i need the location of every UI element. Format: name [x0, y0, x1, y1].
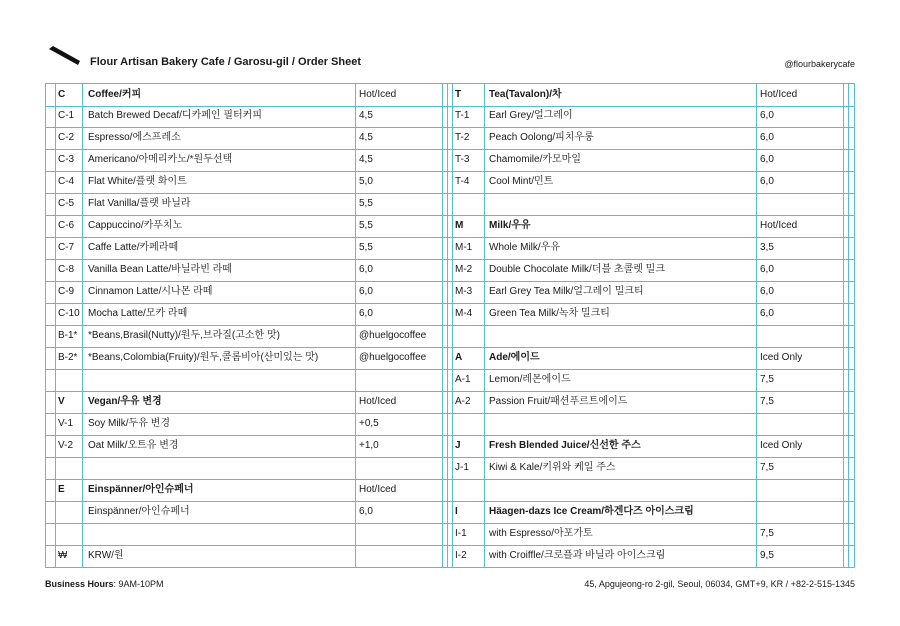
menu-price: 7,5	[760, 396, 774, 407]
menu-price: 4,5	[359, 132, 373, 143]
menu-code: V-1	[58, 418, 74, 429]
table-row	[45, 105, 855, 128]
menu-name: Green Tea Milk/녹차 밀크티	[489, 308, 610, 319]
menu-price: 6,0	[760, 132, 774, 143]
menu-code: T-4	[455, 176, 470, 187]
table-row	[45, 325, 855, 348]
menu-code: T-1	[455, 110, 470, 121]
menu-code: C	[58, 89, 66, 100]
menu-code: C-1	[58, 110, 75, 121]
menu-code: J-1	[455, 462, 469, 473]
menu-price: 6,0	[760, 176, 774, 187]
menu-price: 5,5	[359, 198, 373, 209]
business-hours-value: : 9AM-10PM	[113, 579, 164, 589]
menu-code: M-2	[455, 264, 473, 275]
menu-price: 5,5	[359, 220, 373, 231]
brand-logo	[47, 46, 81, 66]
menu-price: Hot/Iced	[359, 396, 397, 407]
table-row	[45, 457, 855, 480]
menu-name: Tea(Tavalon)/차	[489, 89, 562, 100]
menu-code: C-4	[58, 176, 75, 187]
menu-price: 9,5	[760, 550, 774, 561]
menu-code: T-3	[455, 154, 470, 165]
menu-price: @huelgocoffee	[359, 352, 427, 363]
menu-price: 6,0	[359, 506, 373, 517]
menu-price: Iced Only	[760, 352, 803, 363]
menu-name: Einspänner/아인슈페너	[88, 506, 190, 517]
menu-price: 4,5	[359, 154, 373, 165]
menu-name: Batch Brewed Decaf/디카페인 필터커피	[88, 110, 262, 121]
menu-price: Hot/Iced	[760, 89, 798, 100]
table-row	[45, 237, 855, 260]
menu-code: J	[455, 440, 461, 451]
table-row	[45, 347, 855, 370]
menu-name: Espresso/에스프레소	[88, 132, 181, 143]
menu-price: +0,5	[359, 418, 379, 429]
menu-name: Passion Fruit/패션푸르트에이드	[489, 396, 628, 407]
table-row	[45, 501, 855, 524]
menu-price: 6,0	[359, 286, 373, 297]
business-hours	[45, 579, 164, 589]
menu-code: C-9	[58, 286, 75, 297]
menu-name: Lemon/레몬에이드	[489, 374, 571, 385]
menu-price: 4,5	[359, 110, 373, 121]
menu-code: ₩	[58, 550, 68, 561]
menu-name: *Beans,Brasil(Nutty)/원두,브라질(고소한 맛)	[88, 330, 280, 341]
menu-price: 6,0	[760, 308, 774, 319]
menu-name: Earl Grey/얼그레이	[489, 110, 573, 121]
menu-price: @huelgocoffee	[359, 330, 427, 341]
menu-code: M-4	[455, 308, 473, 319]
order-sheet-grid	[45, 83, 855, 568]
menu-price: Iced Only	[760, 440, 803, 451]
menu-code: C-8	[58, 264, 75, 275]
menu-price: 5,5	[359, 242, 373, 253]
menu-code: M	[455, 220, 464, 231]
menu-name: Whole Milk/우유	[489, 242, 560, 253]
page-title: Flour Artisan Bakery Cafe / Garosu-gil / Order Sheet	[90, 56, 361, 68]
business-hours-label: Business Hours	[45, 579, 114, 589]
menu-name: KRW/원	[88, 550, 124, 561]
table-row	[45, 435, 855, 458]
menu-name: Milk/우유	[489, 220, 531, 231]
menu-code: C-2	[58, 132, 75, 143]
table-row	[45, 259, 855, 282]
menu-name: Mocha Latte/모카 라떼	[88, 308, 188, 319]
menu-price: Hot/Iced	[359, 484, 397, 495]
instagram-handle: @flourbakerycafe	[784, 59, 855, 69]
menu-price: 3,5	[760, 242, 774, 253]
menu-name: Americano/아메리카노/*원두선택	[88, 154, 233, 165]
table-row	[45, 127, 855, 150]
menu-price: 7,5	[760, 374, 774, 385]
menu-name: Flat Vanilla/플랫 바닐라	[88, 198, 191, 209]
menu-code: M-1	[455, 242, 473, 253]
table-row	[45, 303, 855, 326]
menu-price: 6,0	[760, 154, 774, 165]
menu-name: Coffee/커피	[88, 89, 142, 100]
menu-name: Double Chocolate Milk/더블 초콜렛 밀크	[489, 264, 666, 275]
table-row	[45, 413, 855, 436]
menu-name: Oat Milk/오트유 변경	[88, 440, 179, 451]
menu-name: Cinnamon Latte/시나몬 라떼	[88, 286, 213, 297]
menu-name: Soy Milk/두유 변경	[88, 418, 170, 429]
menu-name: Caffe Latte/카페라떼	[88, 242, 179, 253]
table-row	[45, 369, 855, 392]
menu-name: Chamomile/카모마일	[489, 154, 581, 165]
menu-code: A-2	[455, 396, 471, 407]
menu-name: Häagen-dazs Ice Cream/하겐다즈 아이스크림	[489, 506, 694, 517]
menu-price: +1,0	[359, 440, 379, 451]
menu-price: 7,5	[760, 462, 774, 473]
menu-price: 6,0	[760, 264, 774, 275]
menu-price: 5,0	[359, 176, 373, 187]
menu-price: Hot/Iced	[359, 89, 397, 100]
menu-code: V-2	[58, 440, 74, 451]
menu-code: C-7	[58, 242, 75, 253]
menu-code: C-3	[58, 154, 75, 165]
menu-price: 6,0	[760, 286, 774, 297]
menu-name: Kiwi & Kale/키위와 케일 주스	[489, 462, 616, 473]
table-row	[45, 523, 855, 546]
menu-name: *Beans,Colombia(Fruity)/원두,콜롬비아(산미있는 맛)	[88, 352, 319, 363]
menu-code: M-3	[455, 286, 473, 297]
table-row	[45, 171, 855, 194]
table-row	[45, 391, 855, 414]
cafe-address: 45, Apgujeong-ro 2-gil, Seoul, 06034, GMT+9, KR / +82-2-515-1345	[584, 579, 855, 589]
menu-name: Vegan/우유 변경	[88, 396, 162, 407]
menu-name: Earl Grey Tea Milk/얼그레이 밀크티	[489, 286, 644, 297]
menu-price: 6,0	[359, 264, 373, 275]
menu-code: T-2	[455, 132, 470, 143]
menu-code: V	[58, 396, 65, 407]
menu-code: E	[58, 484, 65, 495]
menu-price: 7,5	[760, 528, 774, 539]
menu-price: Hot/Iced	[760, 220, 798, 231]
menu-code: B-1*	[58, 330, 78, 341]
menu-code: I-1	[455, 528, 467, 539]
menu-name: Flat White/플랫 화이트	[88, 176, 187, 187]
menu-code: A-1	[455, 374, 471, 385]
menu-name: Vanilla Bean Latte/바닐라빈 라떼	[88, 264, 232, 275]
menu-code: C-5	[58, 198, 75, 209]
menu-name: Fresh Blended Juice/신선한 주스	[489, 440, 641, 451]
menu-code: I-2	[455, 550, 467, 561]
menu-code: C-10	[58, 308, 80, 319]
menu-name: with Espresso/아포가토	[489, 528, 593, 539]
menu-code: C-6	[58, 220, 75, 231]
menu-price: 6,0	[760, 110, 774, 121]
table-row	[45, 479, 855, 502]
table-row	[45, 215, 855, 238]
menu-name: Peach Oolong/피치우롱	[489, 132, 594, 143]
table-row	[45, 193, 855, 216]
menu-code: T	[455, 89, 462, 100]
menu-name: Einspänner/아인슈페너	[88, 484, 194, 495]
menu-name: with Croiffle/크로플과 바닐라 아이스크림	[489, 550, 666, 561]
menu-code: I	[455, 506, 458, 517]
table-row	[45, 545, 855, 568]
table-row	[45, 281, 855, 304]
menu-name: Cappuccino/카푸치노	[88, 220, 183, 231]
menu-code: A	[455, 352, 463, 363]
menu-name: Ade/에이드	[489, 352, 540, 363]
menu-price: 6,0	[359, 308, 373, 319]
table-row	[45, 149, 855, 172]
menu-name: Cool Mint/민트	[489, 176, 554, 187]
table-row	[45, 83, 855, 107]
menu-code: B-2*	[58, 352, 78, 363]
